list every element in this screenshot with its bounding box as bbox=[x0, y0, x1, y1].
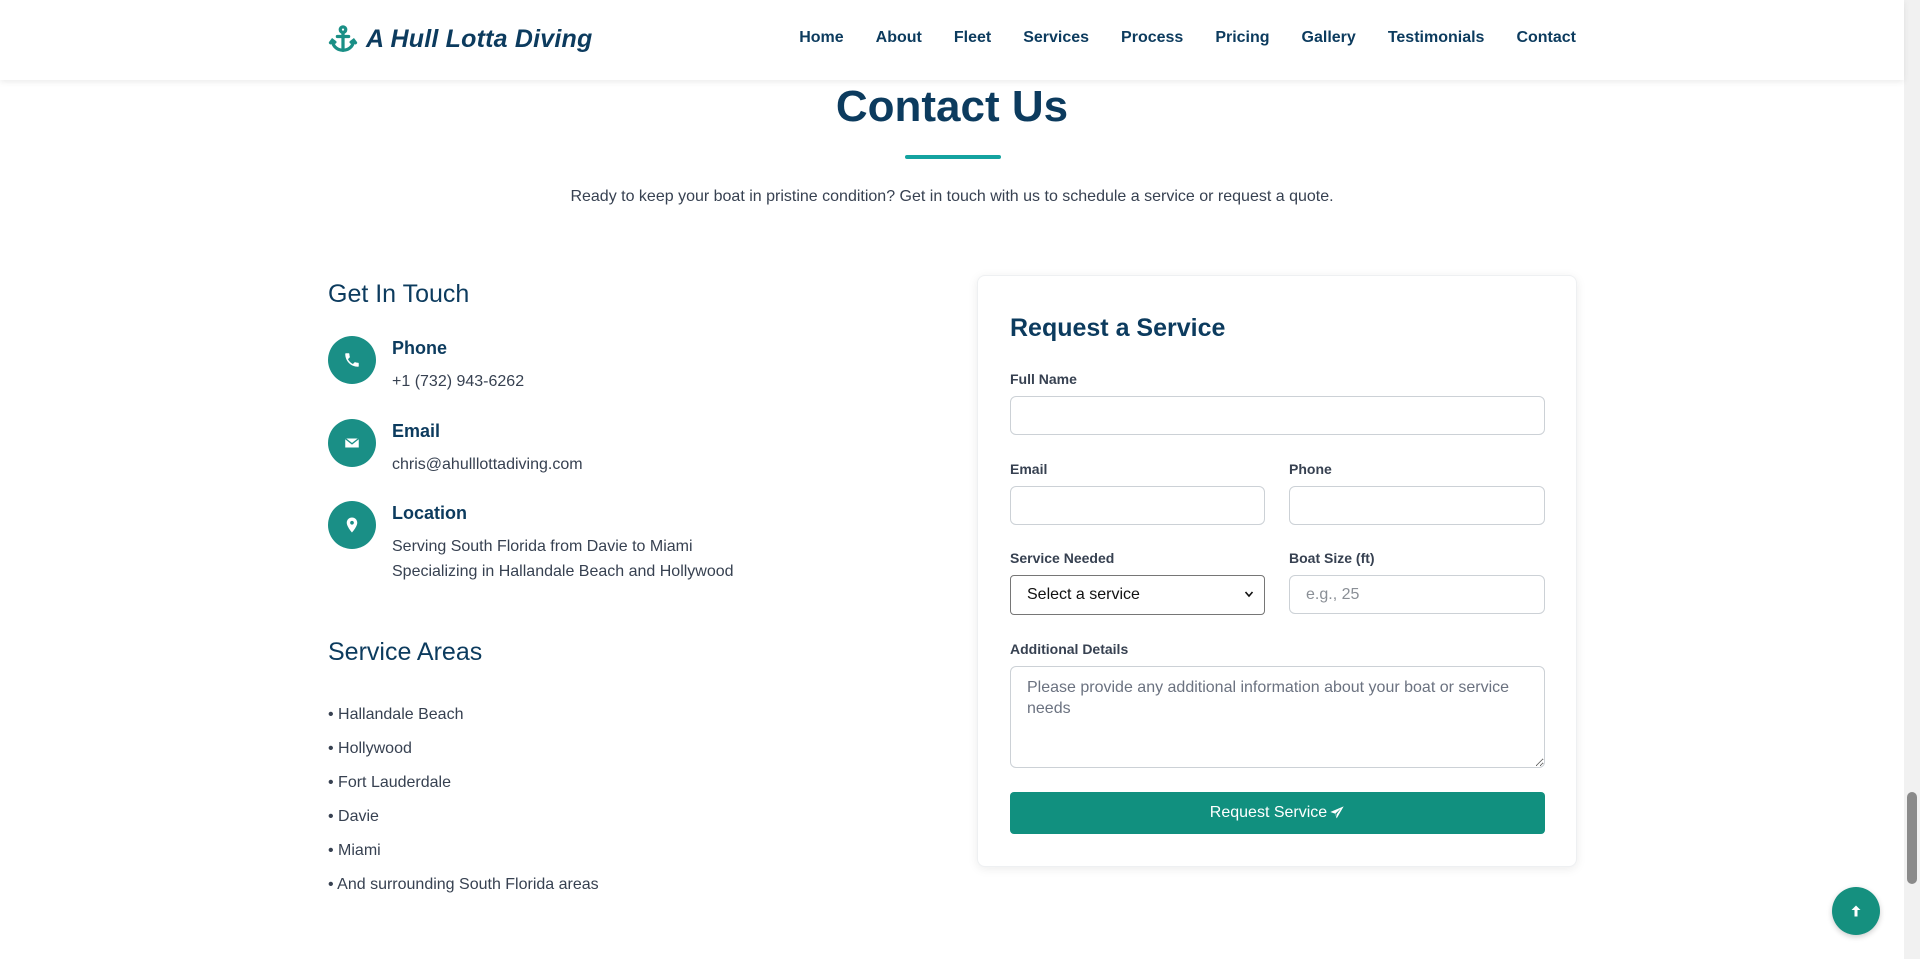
nav-process[interactable]: Process bbox=[1121, 29, 1184, 46]
location-title: Location bbox=[392, 503, 467, 523]
envelope-icon bbox=[328, 419, 376, 467]
full-name-field[interactable] bbox=[1010, 396, 1545, 435]
service-needed-label: Service Needed bbox=[1010, 550, 1115, 566]
arrow-up-icon bbox=[1849, 904, 1863, 918]
service-select-value: Select a service bbox=[1027, 586, 1140, 603]
back-to-top-button[interactable] bbox=[1832, 887, 1880, 935]
anchor-icon bbox=[328, 24, 358, 54]
list-item: • Hollywood bbox=[328, 740, 412, 757]
submit-label: Request Service bbox=[1209, 804, 1328, 821]
email-label: Email bbox=[1010, 461, 1048, 477]
nav-about[interactable]: About bbox=[875, 29, 922, 46]
additional-details-label: Additional Details bbox=[1010, 641, 1129, 657]
section-subtitle: Ready to keep your boat in pristine condition? Get in touch with us to schedule a service or request a quote. bbox=[570, 188, 1334, 205]
phone-title: Phone bbox=[392, 338, 448, 358]
logo[interactable] bbox=[328, 24, 592, 54]
list-item: • Miami bbox=[328, 842, 381, 859]
list-item: • Hallandale Beach bbox=[328, 706, 464, 723]
site-header bbox=[0, 0, 1904, 80]
list-item: • Davie bbox=[328, 808, 379, 825]
scrollbar-thumb[interactable] bbox=[1907, 792, 1917, 884]
nav-testimonials[interactable]: Testimonials bbox=[1387, 29, 1485, 46]
phone-label: Phone bbox=[1289, 461, 1332, 477]
full-name-label: Full Name bbox=[1010, 371, 1077, 387]
additional-details-field[interactable] bbox=[1010, 666, 1545, 768]
scrollbar[interactable] bbox=[1904, 0, 1920, 959]
nav-contact[interactable]: Contact bbox=[1516, 29, 1576, 46]
email-value[interactable]: chris@ahulllottadiving.com bbox=[392, 456, 583, 473]
phone-value[interactable]: +1 (732) 943-6262 bbox=[392, 373, 525, 390]
chevron-down-icon bbox=[1244, 589, 1254, 599]
contact-info bbox=[328, 280, 888, 893]
nav-gallery[interactable]: Gallery bbox=[1301, 29, 1356, 46]
paper-plane-icon bbox=[1329, 805, 1345, 821]
location-line-2: Specializing in Hallandale Beach and Hollywood bbox=[392, 563, 734, 580]
form-heading: Request a Service bbox=[1010, 314, 1226, 342]
contact-location bbox=[328, 501, 734, 584]
boat-size-field[interactable] bbox=[1289, 575, 1545, 614]
nav-pricing[interactable]: Pricing bbox=[1215, 29, 1270, 46]
request-service-button[interactable] bbox=[1010, 792, 1545, 834]
request-service-form bbox=[977, 275, 1577, 867]
list-item: • And surrounding South Florida areas bbox=[328, 876, 599, 893]
main-nav bbox=[767, 29, 1576, 47]
map-pin-icon bbox=[328, 501, 376, 549]
service-areas-list bbox=[328, 698, 599, 902]
service-select[interactable] bbox=[1010, 575, 1265, 615]
phone-field[interactable] bbox=[1289, 486, 1545, 525]
contact-email bbox=[328, 419, 583, 477]
boat-size-label: Boat Size (ft) bbox=[1289, 550, 1375, 566]
page-title: Contact Us bbox=[835, 82, 1069, 131]
list-item: • Fort Lauderdale bbox=[328, 774, 452, 791]
nav-fleet[interactable]: Fleet bbox=[953, 29, 992, 46]
location-line-1: Serving South Florida from Davie to Miami bbox=[392, 538, 693, 555]
get-in-touch-heading: Get In Touch bbox=[328, 280, 470, 308]
service-areas-heading: Service Areas bbox=[328, 638, 483, 666]
logo-text: A Hull Lotta Diving bbox=[366, 24, 593, 53]
nav-services[interactable]: Services bbox=[1023, 29, 1090, 46]
title-underline bbox=[905, 155, 1001, 159]
contact-phone bbox=[328, 336, 524, 394]
nav-home[interactable]: Home bbox=[799, 29, 844, 46]
email-field[interactable] bbox=[1010, 486, 1265, 525]
email-title: Email bbox=[392, 421, 441, 441]
phone-icon bbox=[328, 336, 376, 384]
